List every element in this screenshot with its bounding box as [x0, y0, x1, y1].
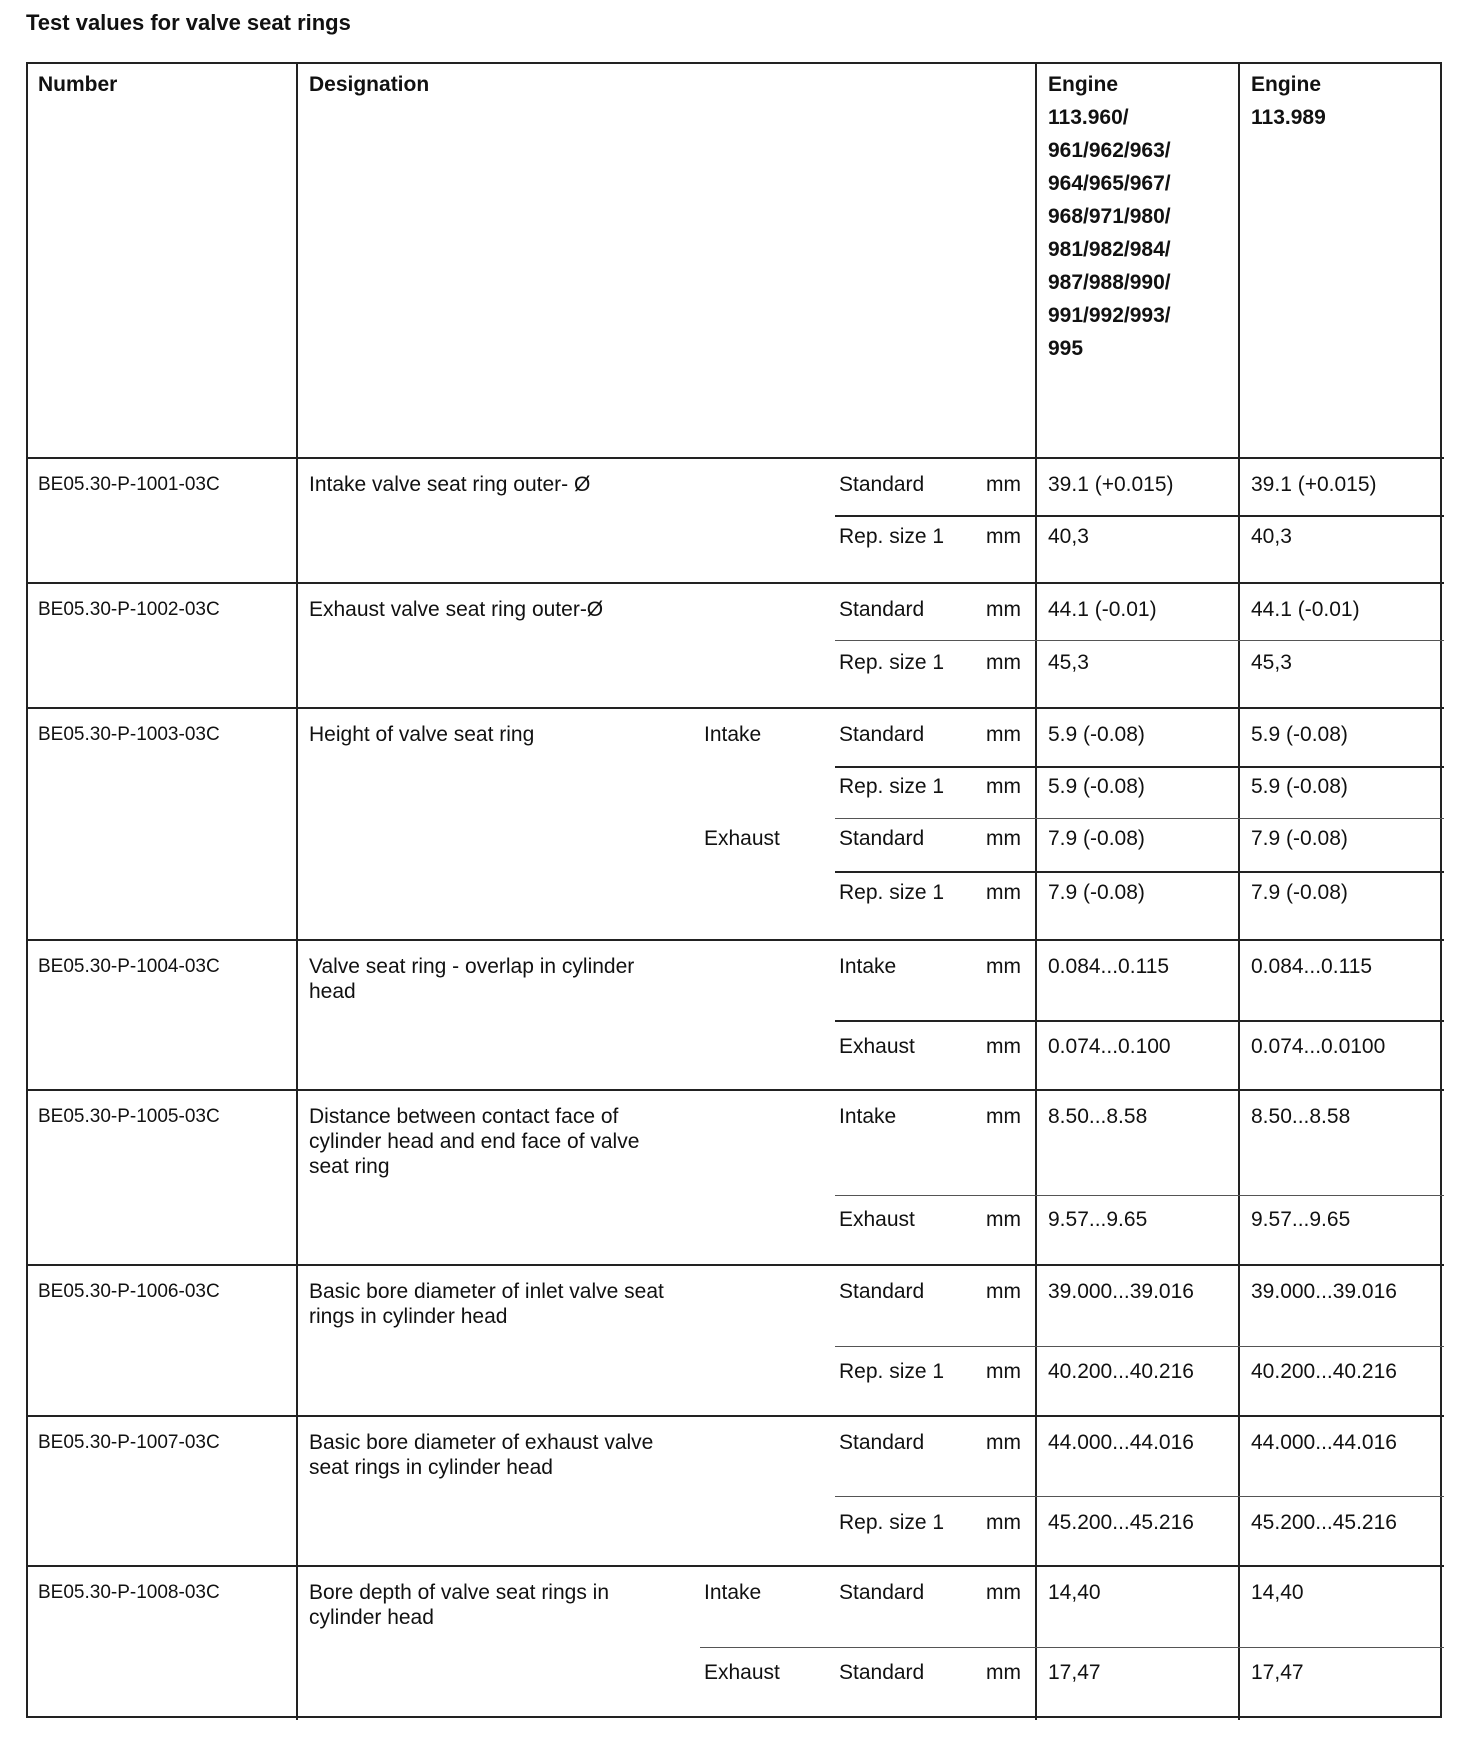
- row-value-engine-1: 0.074...0.100: [1048, 1035, 1171, 1058]
- column-divider: [296, 64, 298, 1720]
- row-value-engine-2: 8.50...8.58: [1251, 1105, 1351, 1128]
- row-value-engine-2: 45,3: [1251, 651, 1292, 674]
- test-values-table: [26, 62, 1442, 1718]
- row-value-kind: Standard: [839, 1280, 925, 1303]
- sub-row-divider: [835, 640, 1444, 641]
- row-value-kind: Standard: [839, 1431, 925, 1454]
- row-divider: [28, 1415, 1444, 1417]
- row-value-kind: Intake: [839, 1105, 897, 1128]
- row-unit: mm: [986, 1431, 1021, 1454]
- row-value-kind: Standard: [839, 1661, 925, 1684]
- row-unit: mm: [986, 1035, 1021, 1058]
- row-designation: Distance between contact face of cylinder head and end face of valve seat ring: [309, 1105, 640, 1178]
- row-value-kind: Rep. size 1: [839, 775, 945, 798]
- sub-row-divider: [700, 1647, 1444, 1648]
- row-value-engine-1: 7.9 (-0.08): [1048, 827, 1145, 850]
- row-value-kind: Rep. size 1: [839, 1360, 945, 1383]
- row-value-kind: Standard: [839, 723, 925, 746]
- row-unit: mm: [986, 775, 1021, 798]
- row-designation: Basic bore diameter of inlet valve seat rings in cylinder head: [309, 1280, 664, 1328]
- row-value-engine-1: 17,47: [1048, 1661, 1101, 1684]
- row-value-kind: Standard: [839, 598, 925, 621]
- row-designation: Bore depth of valve seat rings in cylinder head: [309, 1581, 610, 1629]
- sub-row-divider: [835, 1346, 1444, 1347]
- row-value-engine-2: 44.000...44.016: [1251, 1431, 1397, 1454]
- row-designation: Exhaust valve seat ring outer-Ø: [309, 598, 604, 621]
- header-number: Number: [38, 73, 118, 96]
- row-value-engine-1: 9.57...9.65: [1048, 1208, 1148, 1231]
- row-value-kind: Rep. size 1: [839, 651, 945, 674]
- header-engine-1-line: 991/992/993/: [1048, 304, 1171, 327]
- sub-row-divider: [835, 871, 1444, 873]
- row-value-engine-1: 39.1 (+0.015): [1048, 473, 1174, 496]
- row-value-engine-2: 44.1 (-0.01): [1251, 598, 1360, 621]
- row-divider: [28, 1089, 1444, 1091]
- row-value-engine-1: 5.9 (-0.08): [1048, 775, 1145, 798]
- row-value-engine-2: 40,3: [1251, 525, 1292, 548]
- row-value-engine-2: 45.200...45.216: [1251, 1511, 1397, 1534]
- row-value-kind: Rep. size 1: [839, 525, 945, 548]
- header-engine-1-line: Engine: [1048, 73, 1119, 96]
- row-side: Intake: [704, 723, 762, 746]
- row-side: Intake: [704, 1581, 762, 1604]
- row-number: BE05.30-P-1008-03C: [38, 1582, 220, 1603]
- row-unit: mm: [986, 1511, 1021, 1534]
- header-designation: Designation: [309, 73, 430, 96]
- row-unit: mm: [986, 723, 1021, 746]
- sub-row-divider: [835, 1496, 1444, 1497]
- row-value-engine-1: 44.1 (-0.01): [1048, 598, 1157, 621]
- row-unit: mm: [986, 1661, 1021, 1684]
- row-value-kind: Rep. size 1: [839, 881, 945, 904]
- header-engine-2-line: 113.989: [1251, 106, 1326, 129]
- row-value-engine-2: 17,47: [1251, 1661, 1304, 1684]
- header-engine-1-line: 113.960/: [1048, 106, 1129, 129]
- header-engine-1-line: 995: [1048, 337, 1084, 360]
- header-engine-2: [1251, 68, 1326, 134]
- row-value-kind: Rep. size 1: [839, 1511, 945, 1534]
- row-number: BE05.30-P-1006-03C: [38, 1281, 220, 1302]
- row-value-engine-1: 45,3: [1048, 651, 1089, 674]
- header-engine-1-line: 987/988/990/: [1048, 271, 1171, 294]
- row-unit: mm: [986, 651, 1021, 674]
- row-value-kind: Standard: [839, 473, 925, 496]
- sub-row-divider: [835, 1020, 1444, 1022]
- header-engine-1-line: 968/971/980/: [1048, 205, 1171, 228]
- row-unit: mm: [986, 1280, 1021, 1303]
- row-divider: [28, 939, 1444, 941]
- row-value-engine-2: 5.9 (-0.08): [1251, 723, 1348, 746]
- row-side: Exhaust: [704, 1661, 780, 1684]
- page-title: Test values for valve seat rings: [26, 10, 351, 35]
- row-designation: Valve seat ring - overlap in cylinder head: [309, 955, 635, 1003]
- row-value-engine-1: 40,3: [1048, 525, 1089, 548]
- row-number: BE05.30-P-1002-03C: [38, 599, 220, 620]
- header-engine-2-line: Engine: [1251, 73, 1322, 96]
- row-divider: [28, 1565, 1444, 1567]
- row-value-engine-2: 7.9 (-0.08): [1251, 827, 1348, 850]
- header-engine-1: [1048, 68, 1171, 365]
- row-value-engine-2: 9.57...9.65: [1251, 1208, 1351, 1231]
- row-value-engine-1: 40.200...40.216: [1048, 1360, 1194, 1383]
- row-value-engine-2: 39.000...39.016: [1251, 1280, 1397, 1303]
- row-value-kind: Exhaust: [839, 1208, 915, 1231]
- row-unit: mm: [986, 1105, 1021, 1128]
- row-value-engine-1: 8.50...8.58: [1048, 1105, 1148, 1128]
- row-value-kind: Standard: [839, 827, 925, 850]
- row-value-kind: Intake: [839, 955, 897, 978]
- row-unit: mm: [986, 955, 1021, 978]
- row-value-engine-1: 5.9 (-0.08): [1048, 723, 1145, 746]
- row-value-engine-1: 44.000...44.016: [1048, 1431, 1194, 1454]
- row-value-engine-1: 39.000...39.016: [1048, 1280, 1194, 1303]
- row-value-engine-1: 0.084...0.115: [1048, 955, 1170, 978]
- sub-row-divider: [835, 818, 1444, 819]
- sub-row-divider: [835, 515, 1444, 517]
- row-unit: mm: [986, 881, 1021, 904]
- row-unit: mm: [986, 525, 1021, 548]
- row-value-engine-2: 39.1 (+0.015): [1251, 473, 1377, 496]
- row-unit: mm: [986, 473, 1021, 496]
- row-divider: [28, 582, 1444, 584]
- header-engine-1-line: 964/965/967/: [1048, 172, 1171, 195]
- row-value-engine-2: 7.9 (-0.08): [1251, 881, 1348, 904]
- row-designation: Intake valve seat ring outer- Ø: [309, 473, 591, 496]
- row-number: BE05.30-P-1007-03C: [38, 1432, 220, 1453]
- row-number: BE05.30-P-1001-03C: [38, 474, 220, 495]
- row-value-engine-2: 14,40: [1251, 1581, 1304, 1604]
- row-value-engine-2: 0.074...0.0100: [1251, 1035, 1386, 1058]
- row-unit: mm: [986, 598, 1021, 621]
- header-engine-1-line: 981/982/984/: [1048, 238, 1171, 261]
- header-engine-1-line: 961/962/963/: [1048, 139, 1171, 162]
- row-value-engine-2: 0.084...0.115: [1251, 955, 1373, 978]
- row-divider: [28, 707, 1444, 709]
- row-value-engine-2: 40.200...40.216: [1251, 1360, 1397, 1383]
- column-divider: [1035, 64, 1037, 1720]
- header-divider: [28, 457, 1444, 459]
- row-unit: mm: [986, 1581, 1021, 1604]
- row-unit: mm: [986, 1360, 1021, 1383]
- column-divider: [1238, 64, 1240, 1720]
- row-divider: [28, 1264, 1444, 1266]
- row-value-kind: Standard: [839, 1581, 925, 1604]
- row-unit: mm: [986, 1208, 1021, 1231]
- sub-row-divider: [835, 1195, 1444, 1196]
- row-designation: Basic bore diameter of exhaust valve seat rings in cylinder head: [309, 1431, 654, 1479]
- row-number: BE05.30-P-1005-03C: [38, 1106, 220, 1127]
- row-designation: Height of valve seat ring: [309, 723, 535, 746]
- row-side: Exhaust: [704, 827, 780, 850]
- row-number: BE05.30-P-1003-03C: [38, 724, 220, 745]
- row-number: BE05.30-P-1004-03C: [38, 956, 220, 977]
- row-unit: mm: [986, 827, 1021, 850]
- row-value-engine-2: 5.9 (-0.08): [1251, 775, 1348, 798]
- row-value-engine-1: 45.200...45.216: [1048, 1511, 1194, 1534]
- row-value-kind: Exhaust: [839, 1035, 915, 1058]
- row-value-engine-1: 14,40: [1048, 1581, 1101, 1604]
- sub-row-divider: [835, 766, 1444, 768]
- row-value-engine-1: 7.9 (-0.08): [1048, 881, 1145, 904]
